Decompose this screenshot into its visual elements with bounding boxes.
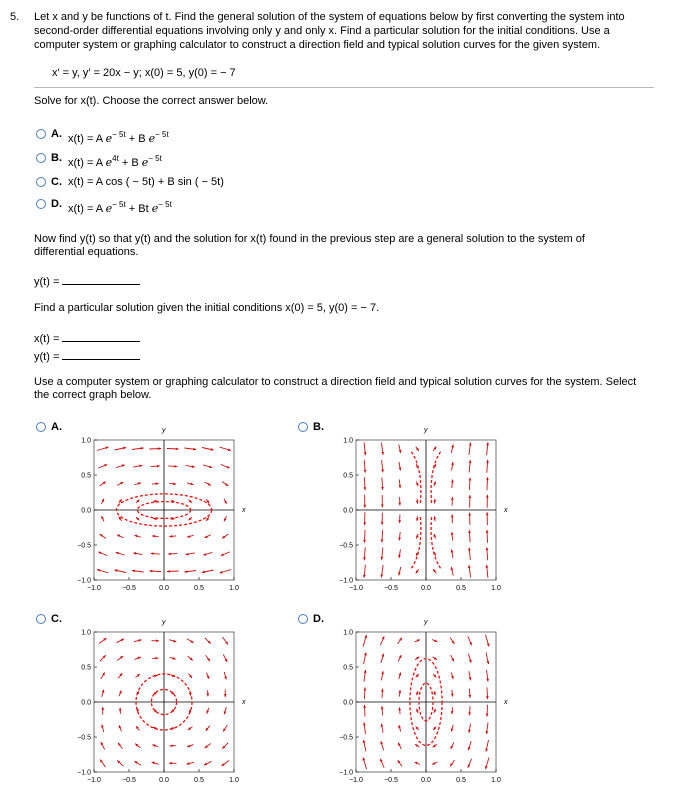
y-answer-blank[interactable] <box>62 273 140 285</box>
x-axis-name: x <box>504 699 508 706</box>
formula-part: − 5t <box>112 130 126 139</box>
problem-text-line-2: second-order differential equations involving only y and only x. Find a particular solution for the initial conditions. Use a <box>34 25 610 37</box>
y-tick-label: 0.0 <box>81 507 91 515</box>
formula-part: − 5t <box>112 200 126 209</box>
y-tick-label: 0.5 <box>81 664 91 672</box>
y-tick-label: 0.5 <box>343 472 353 480</box>
x-tick-label: 0.5 <box>194 585 204 592</box>
x-tick-label: 0.0 <box>421 585 431 592</box>
y-axis-name: y <box>162 427 166 434</box>
y-tick-label: −1.0 <box>339 769 353 777</box>
x-tick-label: −0.5 <box>384 585 398 592</box>
formula-part: + Bt <box>125 203 152 215</box>
graph-option-letter: B. <box>313 421 324 433</box>
q1-option-formula: x(t) = A cos ( − 5t) + B sin ( − 5t) <box>68 176 224 188</box>
formula-part: + B <box>125 133 149 145</box>
y-tick-label: 0.0 <box>343 507 353 515</box>
q1-option-b-radio[interactable] <box>36 153 46 163</box>
y-tick-label: 1.0 <box>81 629 91 637</box>
q1-option-letter: A. <box>51 128 62 140</box>
direction-field-graph-c[interactable] <box>34 610 264 790</box>
direction-field-graph-a[interactable] <box>34 418 264 598</box>
q1-option-d-radio[interactable] <box>36 199 46 209</box>
graph-option-letter: C. <box>51 613 62 625</box>
y-tick-label: −1.0 <box>77 577 91 585</box>
x-tick-label: −1.0 <box>87 777 101 784</box>
q1-option-formula <box>68 156 162 169</box>
y-axis-name: y <box>424 619 428 626</box>
formula-part: 4t <box>112 154 119 163</box>
x-axis-name: x <box>242 699 246 706</box>
formula-part: e <box>151 202 159 215</box>
y-particular-label: y(t) = <box>34 351 60 363</box>
x-particular-label: x(t) = <box>34 333 60 345</box>
x-tick-label: 1.0 <box>229 585 239 592</box>
formula-part: + B <box>118 157 142 169</box>
x-tick-label: −0.5 <box>122 585 136 592</box>
y-tick-label: 0.5 <box>343 664 353 672</box>
q1-prompt: Solve for x(t). Choose the correct answer below. <box>34 95 269 107</box>
y-tick-label: 1.0 <box>81 437 91 445</box>
y-particular-blank[interactable] <box>62 348 140 360</box>
x-tick-label: 1.0 <box>491 777 501 784</box>
y-tick-label: 0.0 <box>81 699 91 707</box>
q1-option-formula <box>68 202 172 215</box>
q4-prompt-line-1: Use a computer system or graphing calculator to construct a direction field and typical solution curves for the system. Select <box>34 376 637 388</box>
x-tick-label: −0.5 <box>384 777 398 784</box>
q1-option-letter: B. <box>51 152 62 164</box>
formula-part: e <box>141 156 149 169</box>
problem-text-line-1: Let x and y be functions of t. Find the general solution of the system of equations below by first converting the system into <box>34 11 625 23</box>
y-tick-label: −0.5 <box>77 542 91 550</box>
y-tick-label: 1.0 <box>343 629 353 637</box>
q2-prompt-line-1: Now find y(t) so that y(t) and the solution for x(t) found in the previous step are a general solution to the system of <box>34 233 585 245</box>
problem-number: 5. <box>10 11 20 23</box>
y-tick-label: −0.5 <box>339 542 353 550</box>
q3-prompt: Find a particular solution given the initial conditions x(0) = 5, y(0) = − 7. <box>34 302 380 314</box>
formula-part: e <box>105 156 113 169</box>
q4-prompt-line-2: the correct graph below. <box>34 389 152 401</box>
divider <box>34 87 654 88</box>
problem-text-line-3: computer system or graphing calculator to construct a direction field and typical solution curves for the given system. <box>34 39 601 51</box>
x-axis-name: x <box>504 507 508 514</box>
x-tick-label: 0.5 <box>194 777 204 784</box>
q2-prompt-line-2: differential equations. <box>34 246 139 258</box>
y-axis-name: y <box>424 427 428 434</box>
q1-option-letter: C. <box>51 176 62 188</box>
y-tick-label: −1.0 <box>339 577 353 585</box>
formula-part: − 5t <box>155 130 169 139</box>
direction-field-graph-d[interactable] <box>296 610 526 790</box>
x-tick-label: 0.0 <box>159 585 169 592</box>
q1-option-letter: D. <box>51 198 62 210</box>
y-answer-label: y(t) = <box>34 276 60 288</box>
x-particular-row <box>34 330 140 345</box>
x-tick-label: −1.0 <box>87 585 101 592</box>
system-equations: x′ = y, y′ = 20x − y; x(0) = 5, y(0) = − 7 <box>52 67 236 79</box>
formula-part: − 5t <box>148 154 162 163</box>
q1-option-c-radio[interactable] <box>36 177 46 187</box>
x-tick-label: 0.0 <box>421 777 431 784</box>
graph-option-letter: A. <box>51 421 62 433</box>
y-tick-label: −0.5 <box>77 734 91 742</box>
graph-option-letter: D. <box>313 613 324 625</box>
x-tick-label: −1.0 <box>349 585 363 592</box>
formula-part: x(t) = A <box>68 157 106 169</box>
x-tick-label: 1.0 <box>229 777 239 784</box>
y-tick-label: −1.0 <box>77 769 91 777</box>
x-tick-label: 0.5 <box>456 777 466 784</box>
formula-part: x(t) = A <box>68 203 106 215</box>
x-tick-label: 1.0 <box>491 585 501 592</box>
y-tick-label: −0.5 <box>339 734 353 742</box>
x-tick-label: 0.5 <box>456 585 466 592</box>
q1-option-a-radio[interactable] <box>36 129 46 139</box>
formula-part: e <box>105 132 113 145</box>
y-particular-row <box>34 348 140 363</box>
direction-field-graph-b[interactable] <box>296 418 526 598</box>
x-particular-blank[interactable] <box>62 330 140 342</box>
q1-option-formula <box>68 132 169 145</box>
formula-part: e <box>105 202 113 215</box>
formula-part: e <box>148 132 156 145</box>
y-axis-name: y <box>162 619 166 626</box>
formula-part: x(t) = A <box>68 133 106 145</box>
x-tick-label: −0.5 <box>122 777 136 784</box>
y-tick-label: 1.0 <box>343 437 353 445</box>
x-tick-label: 0.0 <box>159 777 169 784</box>
formula-part: − 5t <box>158 200 172 209</box>
y-tick-label: 0.0 <box>343 699 353 707</box>
y-tick-label: 0.5 <box>81 472 91 480</box>
y-answer-row <box>34 273 140 288</box>
x-tick-label: −1.0 <box>349 777 363 784</box>
x-axis-name: x <box>242 507 246 514</box>
